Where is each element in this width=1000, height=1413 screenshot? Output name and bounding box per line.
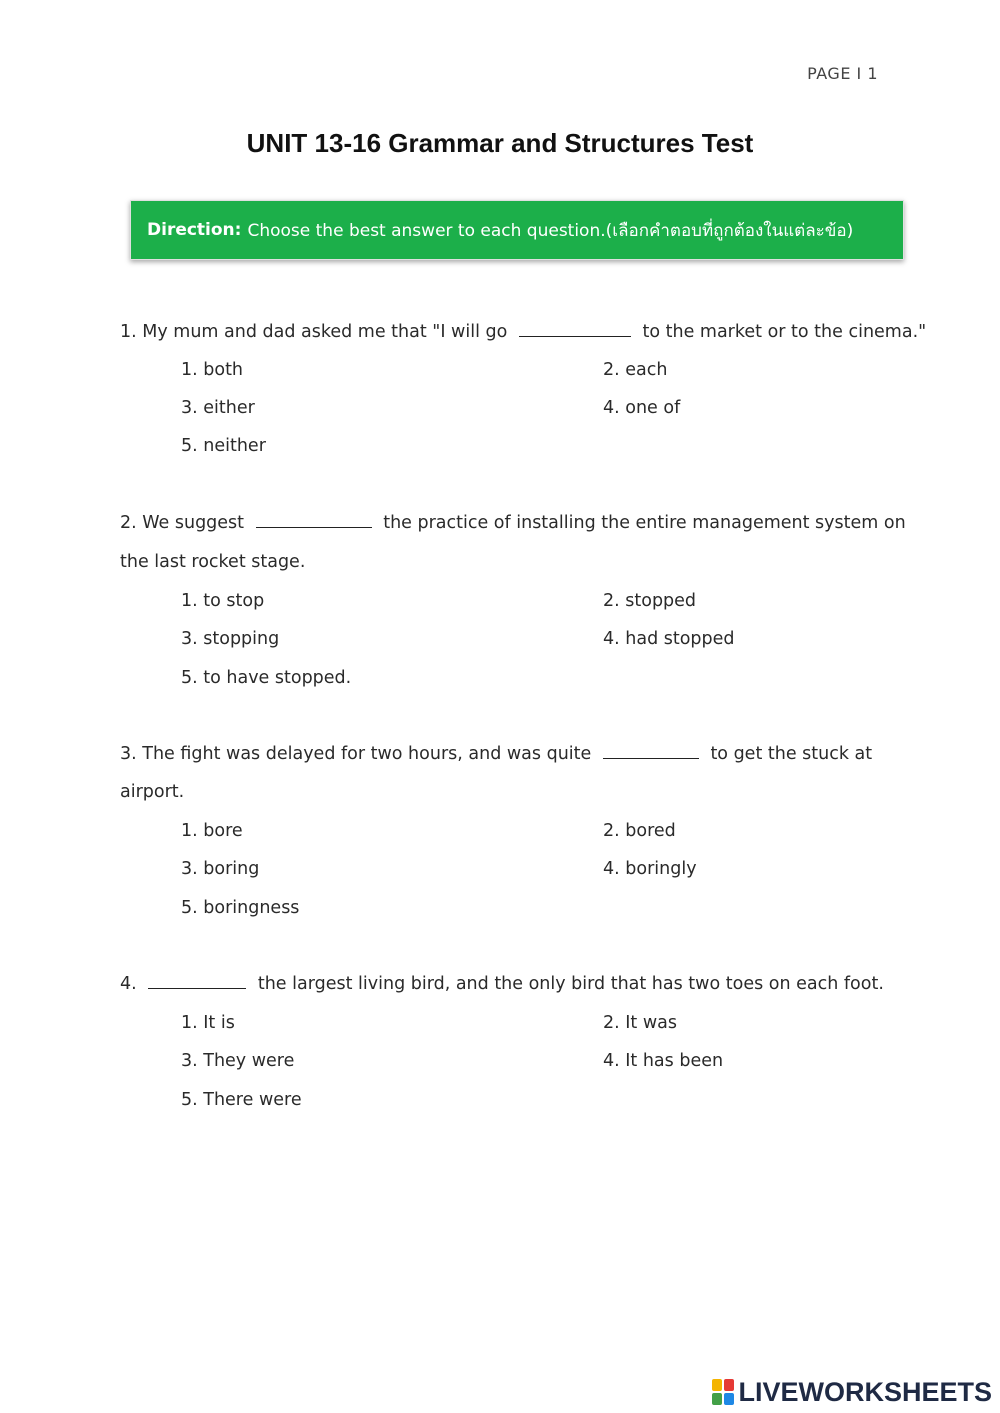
q1-option-5[interactable]: 5. neither (181, 436, 266, 456)
question-4-text-after: the largest living bird, and the only bird that has two toes on each foot. (257, 974, 884, 994)
q2-option-3[interactable]: 3. stopping (181, 629, 280, 649)
question-3-text-after: to get the stuck at (710, 744, 873, 764)
q1-option-4[interactable]: 4. one of (603, 398, 681, 418)
direction-label: Direction: (147, 220, 242, 240)
q2-option-1[interactable]: 1. to stop (181, 591, 265, 611)
direction-text: Choose the best answer to each question.(เลือกคำตอบที่ถูกต้องในแต่ละข้อ) (247, 220, 854, 241)
question-1-text-after: to the market or to the cinema." (642, 322, 927, 342)
q1-option-2[interactable]: 2. each (603, 360, 668, 380)
question-4-blank[interactable] (148, 970, 246, 989)
question-2-text-before: 2. We suggest (120, 513, 245, 533)
question-3-blank[interactable] (603, 740, 699, 759)
question-2-line-2: the last rocket stage. (120, 552, 306, 572)
direction-box (130, 200, 904, 260)
q3-option-1[interactable]: 1. bore (181, 821, 243, 841)
question-3-text-before: 3. The fight was delayed for two hours, and was quite (120, 744, 592, 764)
q1-option-3[interactable]: 3. either (181, 398, 255, 418)
question-4 (120, 965, 884, 1004)
q4-option-5[interactable]: 5. There were (181, 1090, 302, 1110)
q4-option-1[interactable]: 1. It is (181, 1013, 235, 1033)
question-2-text-after: the practice of installing the entire management system on (383, 513, 906, 533)
q4-option-2[interactable]: 2. It was (603, 1013, 677, 1033)
q3-option-2[interactable]: 2. bored (603, 821, 676, 841)
liveworksheets-logo[interactable] (712, 1377, 992, 1407)
question-2-blank[interactable] (256, 509, 372, 528)
q3-option-3[interactable]: 3. boring (181, 859, 260, 879)
question-1 (120, 313, 927, 352)
q2-option-5[interactable]: 5. to have stopped. (181, 668, 352, 688)
q1-option-1[interactable]: 1. both (181, 360, 244, 380)
question-3 (120, 735, 880, 774)
q2-option-4[interactable]: 4. had stopped (603, 629, 735, 649)
q3-option-4[interactable]: 4. boringly (603, 859, 697, 879)
q2-option-2[interactable]: 2. stopped (603, 591, 697, 611)
q3-option-5[interactable]: 5. boringness (181, 898, 300, 918)
question-1-text-before: 1. My mum and dad asked me that "I will go (120, 322, 508, 342)
page-title: UNIT 13-16 Grammar and Structures Test (246, 128, 754, 158)
question-1-blank[interactable] (519, 318, 631, 337)
question-2 (120, 504, 906, 543)
q4-option-3[interactable]: 3. They were (181, 1051, 295, 1071)
page-number: PAGE I 1 (807, 64, 878, 83)
question-4-text-before: 4. (120, 974, 137, 994)
liveworksheets-logo-text: LIVEWORKSHEETS (738, 1376, 992, 1407)
question-3-line-2: airport. (120, 782, 185, 802)
q4-option-4[interactable]: 4. It has been (603, 1051, 724, 1071)
liveworksheets-logo-icon (712, 1379, 734, 1405)
